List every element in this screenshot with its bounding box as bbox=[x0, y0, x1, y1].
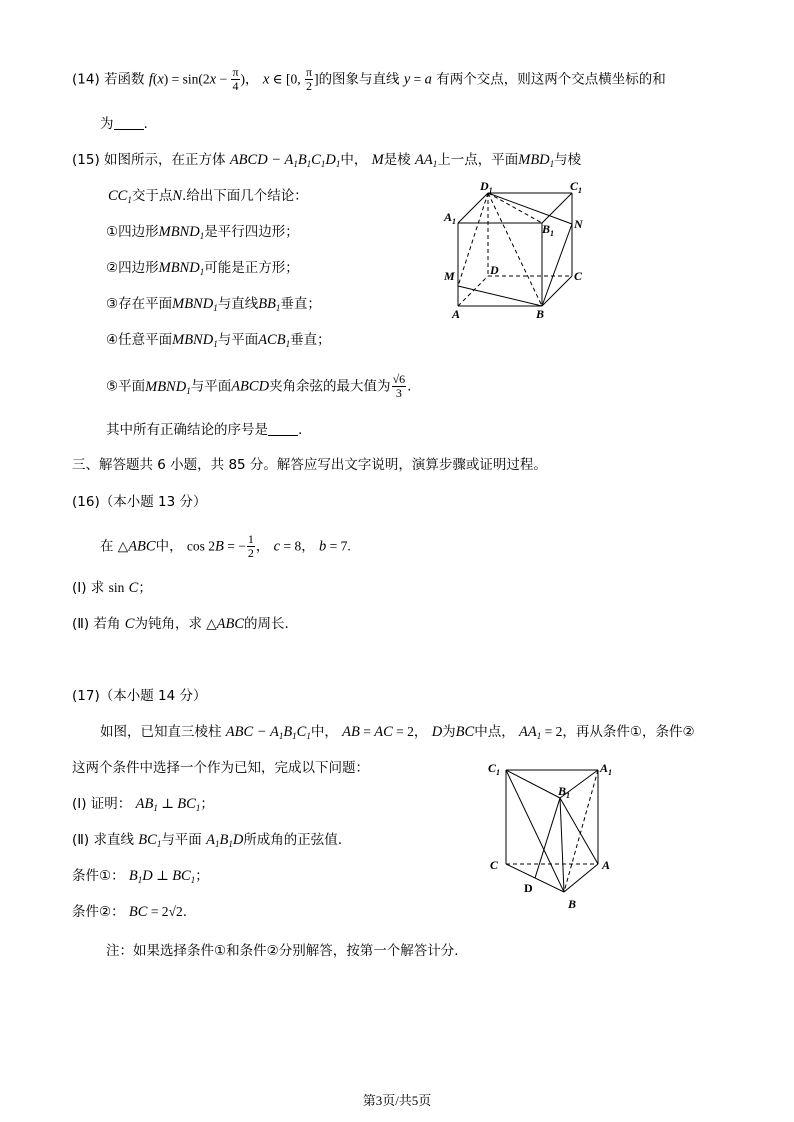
svg-text:D: D bbox=[490, 263, 499, 277]
svg-text:D1: $D_1$ bbox=[480, 179, 493, 195]
q16-frac-1-2: $\frac{1}{2}$ bbox=[247, 532, 254, 560]
svg-text:B: B bbox=[568, 897, 577, 911]
q17-heading: (17)（本小题 14 分） bbox=[72, 688, 207, 704]
q16-part-1: (Ⅰ) 求 sin C； bbox=[72, 580, 152, 596]
page-number: 第3页/共5页 bbox=[362, 1093, 432, 1108]
q15-statement-4: ④任意平面$MBND_1$与平面$ACB_1$垂直； bbox=[106, 332, 331, 349]
svg-text:N: N bbox=[574, 217, 583, 231]
q15-statement-2: ②四边形$MBND_1$可能是正方形； bbox=[106, 260, 299, 277]
svg-text:A: A bbox=[452, 307, 461, 321]
q17-part-1: (Ⅰ) 证明： $AB_1$ ⊥ $BC_1$； bbox=[72, 796, 214, 813]
q14-line1: (14) 若函数 f(x) = sin(2x − $\frac{\pi}{4}$ )， x ∈ [0, $\frac{\pi}{2}$ ]的图象与直线 y = a 有两个交点，则这两个交点横坐标的和 bbox=[72, 65, 666, 93]
q15-line2: $CC_1$交于点N.给出下面几个结论： bbox=[108, 188, 308, 205]
prism-figure bbox=[484, 758, 624, 914]
svg-text:A1: $A_1$ bbox=[444, 210, 457, 226]
section-3-heading: 三、解答题共 6 小题，共 85 分。解答应写出文字说明，演算步骤或证明过程。 bbox=[72, 457, 547, 473]
answer-blank bbox=[114, 115, 144, 130]
q14-frac-pi2: $\frac{\pi}{2}$ bbox=[306, 65, 313, 93]
svg-text:B1: $B_1$ bbox=[558, 784, 571, 800]
q14-frac-pi4: $\frac{\pi}{4}$ bbox=[232, 65, 239, 93]
q15-question: 其中所有正确结论的序号是 . bbox=[106, 422, 303, 438]
q17-condition-2: 条件②： BC = 2√2. bbox=[72, 904, 188, 920]
prism-vertex-labels bbox=[488, 761, 612, 911]
answer-blank bbox=[268, 421, 298, 436]
q17-part-2: (Ⅱ) 求直线 $BC_1$与平面 $A_1B_1D$所成角的正弦值. bbox=[72, 832, 343, 849]
svg-text:C1: $C_1$ bbox=[570, 179, 583, 195]
q15-statement-5: ⑤平面$MBND_1$与平面ABCD夹角余弦的最大值为 $\frac{√6}{3}$ . bbox=[106, 372, 412, 400]
svg-text:M: M bbox=[444, 269, 455, 283]
q17-condition-1: 条件①： $B_1D$ ⊥ $BC_1$； bbox=[72, 868, 209, 885]
q16-part-2: (Ⅱ) 若角 C为钝角，求 △ABC的周长. bbox=[72, 616, 289, 632]
svg-text:A: A bbox=[602, 858, 611, 872]
svg-text:D: D bbox=[524, 881, 533, 895]
q16-condition: 在 △ABC中， cos 2B = − $\frac{1}{2}$ ， c = 8， b = 7. bbox=[100, 532, 351, 560]
svg-text:C: C bbox=[490, 858, 499, 872]
q17-line2: 这两个条件中选择一个作为已知，完成以下问题： bbox=[72, 760, 369, 776]
q15-statement-1: ①四边形$MBND_1$是平行四边形； bbox=[106, 224, 299, 241]
q15-frac-sqrt6-3: $\frac{√6}{3}$ bbox=[392, 372, 406, 400]
q17-line1: 如图，已知直三棱柱 ABC − $A_1B_1C_1$中， AB = AC = 2， D为BC中点， $AA_1 = 2$，再从条件①，条件② bbox=[100, 724, 695, 741]
q15-statement-3: ③存在平面$MBND_1$与直线$BB_1$垂直； bbox=[106, 296, 321, 313]
svg-text:C: C bbox=[574, 269, 583, 283]
cube-figure bbox=[438, 176, 598, 322]
q14-line2: 为 . bbox=[100, 116, 148, 132]
svg-text:B: B bbox=[536, 307, 545, 321]
svg-text:B1: $B_1$ bbox=[542, 222, 555, 238]
q16-heading: (16)（本小题 13 分） bbox=[72, 494, 207, 510]
svg-text:C1: $C_1$ bbox=[488, 761, 501, 777]
q15-line1: (15) 如图所示，在正方体 ABCD − $A_1B_1C_1D_1$中， M是棱 $AA_1$上一点，平面$MBD_1$与棱 bbox=[72, 152, 582, 169]
q17-note: 注：如果选择条件①和条件②分别解答，按第一个解答计分. bbox=[106, 943, 459, 959]
svg-text:A1: $A_1$ bbox=[600, 761, 613, 777]
q14-func: f bbox=[148, 71, 153, 88]
